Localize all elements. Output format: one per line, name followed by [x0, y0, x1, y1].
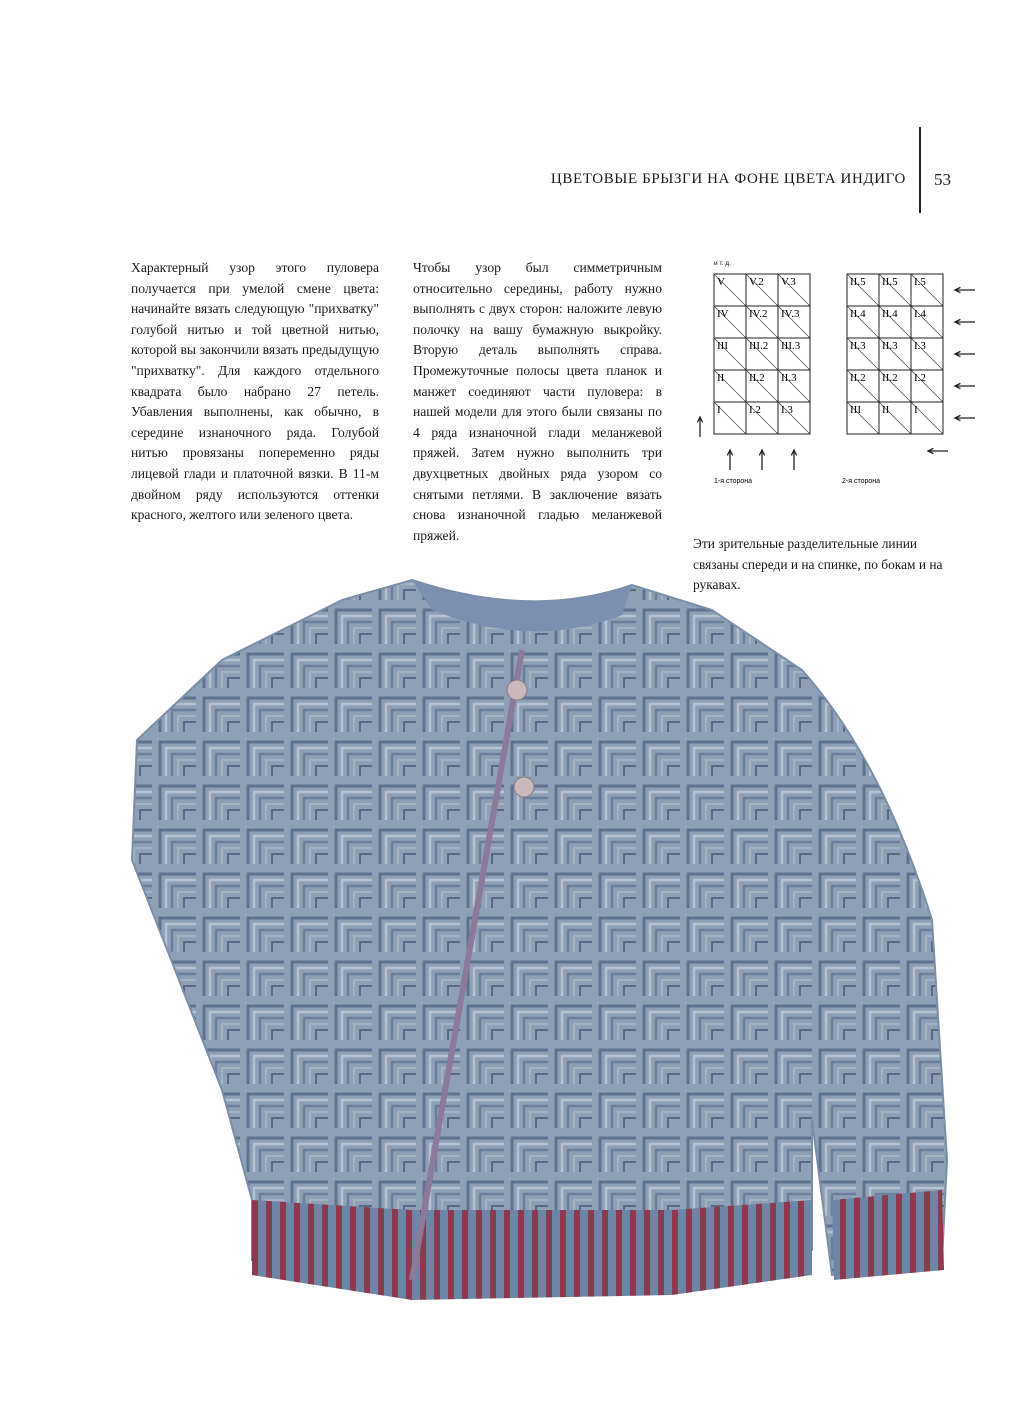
direction-arrows	[697, 287, 975, 470]
side2-grid	[847, 274, 943, 434]
diagram-cell-label: V.3	[781, 276, 796, 288]
body-column-1: Характерный узор этого пуловера получается при умелой смене цвета: начинайте вязать следующую "прихватку" голубой нитью и той цветной нитью, которой вы закончили вязать предыдущую "прихватку". Для каждого отдельного квадрата было набрано 27 петель. Убавления выполнены, как обычно, в середине изнаночного ряда. Голубой нитью провязаны попеременно ряды лицевой глади и платочной вязки. В 11-м двойном ряду используются оттенки красного, желтого или зеленого цвета.	[131, 260, 379, 523]
diagram-cell-label: II.4	[850, 308, 866, 320]
photo-caption: Эти зрительные разделительные линии связаны спереди и на спинке, по бокам и на рукавах.	[693, 536, 943, 593]
diagram-cell-label: II.4	[882, 308, 898, 320]
sweater-waistband	[252, 1200, 812, 1300]
diagram-cell-label: I.2	[914, 372, 926, 384]
diagram-cell-label: V.2	[749, 276, 764, 288]
running-title: ЦВЕТОВЫЕ БРЫЗГИ НА ФОНЕ ЦВЕТА ИНДИГО	[550, 171, 906, 187]
side2-label: 2-я сторона	[842, 478, 881, 485]
diagram-cell-label: III	[717, 340, 728, 352]
diagram-cell-label: IV.2	[749, 308, 768, 320]
diagram-cell-label: II.3	[781, 372, 797, 384]
page-number: 53	[934, 170, 951, 189]
diagram-cell-label: II	[882, 404, 890, 416]
diagram-cell-label: II	[717, 372, 725, 384]
diagram-cell-label: I	[717, 404, 721, 416]
diagram-cell-label: I.5	[914, 276, 926, 288]
diagram-cell-label: II.2	[882, 372, 898, 384]
diagram-cell-label: I.4	[914, 308, 926, 320]
button	[507, 680, 527, 700]
diagram-cell-label: II.2	[850, 372, 866, 384]
diagram-cell-label: II.5	[882, 276, 898, 288]
diagram-cell-label: III	[850, 404, 861, 416]
side1-label: 1-я сторона	[714, 478, 753, 485]
diagram-cell-label: II.3	[882, 340, 898, 352]
diagram-cell-label: IV	[717, 308, 729, 320]
sweater-cuff	[832, 1190, 944, 1280]
side1-grid	[714, 274, 810, 434]
etc-label: и т. д.	[714, 260, 731, 267]
diagram-cell-label: V	[717, 276, 725, 288]
diagram-cell-label: III.3	[781, 340, 801, 352]
body-column-2: Чтобы узор был симметричным относительно середины, работу нужно выполнять с двух сторон: наложите левую полочку на вашу бумажную выкройку. Вторую деталь выполнять справа. Промежуточные полосы цвета планок и манжет соединяют части пуловера: в нашей модели для этого были связаны по 4 ряда изнаночной глади меланжевой пряжей. Затем нужно выполнить три двухцветных двойных ряда узором со снятыми петлями. В заключение вязать снова изнаночной гладью меланжевой пряжей.	[413, 260, 662, 543]
diagram-cell-label: IV.3	[781, 308, 800, 320]
diagram-cell-label: II.3	[850, 340, 866, 352]
diagram-cell-label: I.2	[749, 404, 761, 416]
button	[514, 777, 534, 797]
sweater-photo	[112, 560, 962, 1360]
diagram-cell-label: I.3	[781, 404, 793, 416]
sweater-body	[132, 580, 947, 1290]
diagram-cell-label: II.5	[850, 276, 866, 288]
diagram-cell-label: III.2	[749, 340, 769, 352]
diagram-cell-label: I.3	[914, 340, 926, 352]
diagram-cell-label: II.2	[749, 372, 765, 384]
diagram-cell-label: I	[914, 404, 918, 416]
knitting-order-diagram	[690, 252, 990, 488]
header-divider	[919, 127, 921, 213]
